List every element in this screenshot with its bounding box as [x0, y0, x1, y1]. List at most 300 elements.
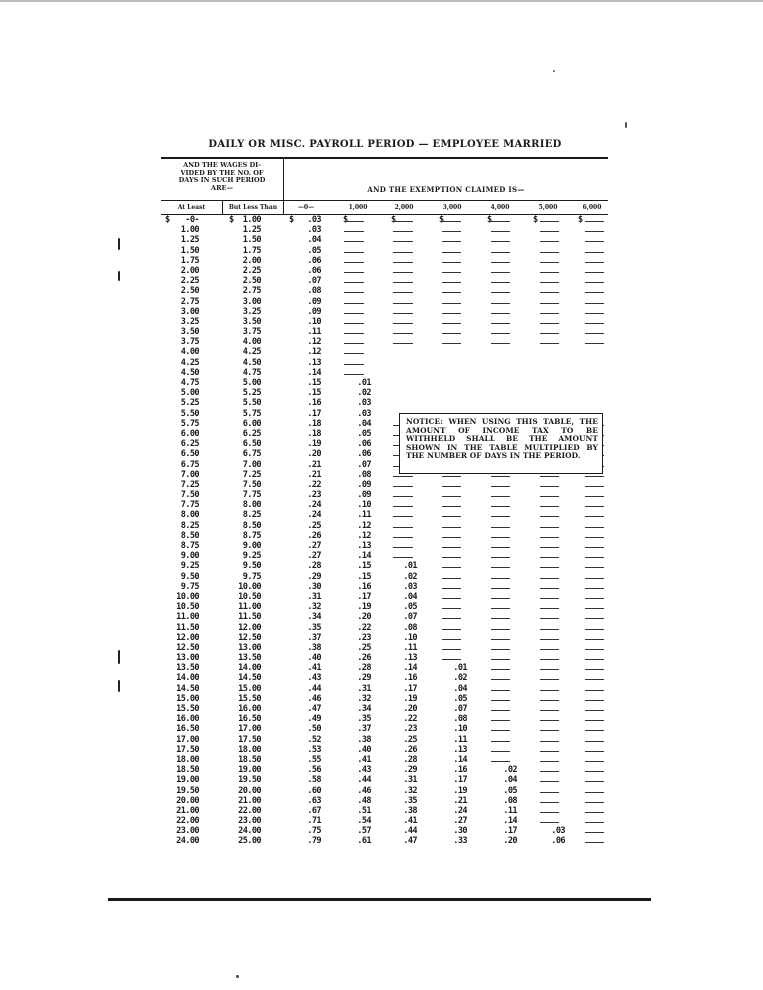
blank-dash	[540, 221, 559, 222]
cell-at-least: 8.50	[180, 530, 199, 541]
blank-dash	[491, 231, 510, 232]
cell-but-less-than: 15.50	[238, 693, 261, 704]
cell-but-less-than: 2.75	[242, 286, 261, 297]
cell-tax-amount: .12	[307, 347, 321, 358]
blank-dash	[491, 252, 510, 253]
blank-dash	[585, 476, 604, 477]
blank-dash	[540, 659, 559, 660]
table-row	[161, 521, 608, 531]
cell-tax-amount: .17	[307, 408, 321, 419]
cell-tax-amount: .16	[307, 398, 321, 409]
table-row	[161, 490, 608, 500]
cell-tax-amount: .24	[307, 510, 321, 521]
cell-at-least: 16.00	[176, 714, 199, 725]
scan-mark	[118, 650, 120, 664]
cell-at-least: 3.25	[180, 316, 199, 327]
notice-box: NOTICE: WHEN USING THIS TABLE, THE AMOUNT OF INCOME TAX TO BE WITHHELD SHALL BE THE AMOUNT SHOWN IN THE TABLE MULTIPLIED BY THE NUMBER OF DAYS IN THE PERIOD.	[399, 413, 603, 474]
table-row	[161, 836, 608, 846]
blank-dash	[540, 608, 559, 609]
blank-dash	[491, 588, 510, 589]
cell-tax-amount: .33	[453, 836, 467, 847]
exemption-header: AND THE EXEMPTION CLAIMED IS—	[367, 185, 525, 194]
cell-tax-amount: .47	[307, 704, 321, 714]
cell-tax-amount: .12	[357, 520, 371, 531]
cell-but-less-than: 5.00	[242, 378, 261, 388]
cell-at-least: 5.50	[180, 408, 199, 419]
cell-tax-amount: .34	[357, 704, 371, 714]
blank-dash	[344, 323, 364, 324]
cell-tax-amount: .37	[307, 632, 321, 643]
cell-tax-amount: .79	[307, 836, 321, 847]
cell-tax-amount: .05	[453, 693, 467, 704]
cell-but-less-than: 11.50	[238, 612, 261, 623]
cell-tax-amount: .27	[307, 551, 321, 562]
scan-speck	[236, 975, 239, 978]
blank-dash	[442, 486, 461, 487]
blank-dash	[585, 639, 604, 640]
cell-but-less-than: 12.00	[238, 622, 261, 633]
cell-tax-amount: .41	[307, 663, 321, 674]
blank-dash	[393, 323, 413, 324]
cell-tax-amount: .08	[307, 286, 321, 297]
blank-dash	[393, 537, 413, 538]
blank-dash	[393, 486, 413, 487]
blank-dash	[585, 252, 604, 253]
cell-tax-amount: .22	[357, 622, 371, 633]
cell-at-least: 8.25	[180, 520, 199, 531]
blank-dash	[491, 527, 510, 528]
cell-but-less-than: 3.75	[242, 327, 261, 338]
blank-dash	[393, 282, 413, 283]
cell-but-less-than: 9.25	[242, 551, 261, 562]
table-row	[161, 225, 608, 235]
cell-but-less-than: 13.50	[238, 653, 261, 664]
cell-tax-amount: .40	[307, 653, 321, 664]
scan-mark	[118, 680, 120, 692]
blank-dash	[540, 496, 559, 497]
table-row	[161, 796, 608, 806]
table-row	[161, 286, 608, 296]
cell-at-least: 1.25	[180, 235, 199, 246]
blank-dash	[585, 272, 604, 273]
cell-but-less-than: 4.75	[242, 367, 261, 378]
blank-dash	[442, 649, 461, 650]
scan-mark	[118, 238, 120, 250]
blank-dash	[540, 476, 559, 477]
cell-but-less-than: 19.00	[238, 765, 261, 776]
table-row	[161, 317, 608, 327]
blank-dash	[442, 343, 461, 344]
cell-tax-amount: .38	[357, 734, 371, 745]
cell-tax-amount: .23	[307, 490, 321, 501]
cell-tax-amount: .24	[453, 805, 467, 816]
blank-dash	[540, 323, 559, 324]
cell-tax-amount: .20	[357, 612, 371, 623]
cell-but-less-than: 8.25	[242, 510, 261, 521]
blank-dash	[442, 547, 461, 548]
blank-dash	[540, 730, 559, 731]
cell-at-least: 20.00	[176, 795, 199, 806]
blank-dash	[540, 588, 559, 589]
table-row	[161, 755, 608, 765]
dollar-sign: $	[165, 215, 170, 225]
cell-tax-amount: .03	[307, 215, 321, 225]
blank-dash	[585, 822, 604, 823]
cell-tax-amount: .55	[307, 754, 321, 765]
cell-tax-amount: .16	[403, 673, 417, 684]
cell-at-least: 5.00	[180, 388, 199, 399]
cell-tax-amount: .75	[307, 826, 321, 837]
blank-dash	[540, 812, 559, 813]
blank-dash	[442, 659, 461, 660]
cell-but-less-than: 16.00	[238, 704, 261, 714]
blank-dash	[585, 832, 604, 833]
dollar-sign: $	[487, 215, 492, 225]
cell-tax-amount: .04	[503, 775, 517, 786]
cell-tax-amount: .43	[357, 765, 371, 776]
table-row	[161, 623, 608, 633]
wages-header	[161, 159, 284, 201]
blank-dash	[393, 262, 413, 263]
cell-at-least: 12.00	[176, 632, 199, 643]
blank-dash	[344, 333, 364, 334]
cell-at-least: 6.00	[180, 428, 199, 439]
blank-dash	[393, 557, 413, 558]
blank-dash	[442, 241, 461, 242]
table-row	[161, 765, 608, 775]
withholding-table	[161, 157, 608, 847]
cell-tax-amount: .57	[357, 826, 371, 837]
cell-but-less-than: 25.00	[238, 836, 261, 847]
cell-at-least: 18.00	[176, 754, 199, 765]
blank-dash	[585, 802, 604, 803]
table-row	[161, 582, 608, 592]
cell-but-less-than: 1.25	[242, 225, 261, 236]
cell-at-least: 1.75	[180, 255, 199, 266]
cell-at-least: 15.50	[176, 704, 199, 714]
table-row	[161, 561, 608, 571]
blank-dash	[540, 679, 559, 680]
blank-dash	[442, 567, 461, 568]
blank-dash	[540, 771, 559, 772]
cell-but-less-than: 9.50	[242, 561, 261, 572]
blank-dash	[491, 262, 510, 263]
cell-but-less-than: 5.50	[242, 398, 261, 409]
cell-tax-amount: .32	[357, 693, 371, 704]
wages-header-line: AND THE WAGES DI-	[183, 161, 261, 169]
cell-tax-amount: .27	[307, 541, 321, 551]
blank-dash	[585, 537, 604, 538]
cell-tax-amount: .41	[357, 754, 371, 765]
cell-tax-amount: .09	[307, 306, 321, 317]
dollar-sign: $	[391, 215, 396, 225]
col-exemption-6000: 6,000	[582, 204, 602, 211]
cell-tax-amount: .30	[307, 581, 321, 592]
cell-tax-amount: .46	[357, 785, 371, 796]
cell-tax-amount: .03	[357, 408, 371, 419]
cell-tax-amount: .16	[357, 581, 371, 592]
blank-dash	[491, 700, 510, 701]
blank-dash	[442, 527, 461, 528]
cell-at-least: 1.00	[180, 225, 199, 236]
dollar-sign: $	[229, 215, 234, 225]
blank-dash	[585, 618, 604, 619]
cell-tax-amount: .41	[403, 816, 417, 827]
cell-tax-amount: .08	[357, 469, 371, 480]
table-row	[161, 358, 608, 368]
blank-dash	[393, 221, 413, 222]
table-row	[161, 480, 608, 490]
blank-dash	[540, 720, 559, 721]
blank-dash	[344, 313, 364, 314]
cell-at-least: 16.50	[176, 724, 199, 735]
cell-at-least: 4.75	[180, 378, 199, 388]
cell-tax-amount: .35	[307, 622, 321, 633]
cell-at-least: 8.00	[180, 510, 199, 521]
blank-dash	[344, 343, 364, 344]
blank-dash	[393, 547, 413, 548]
blank-dash	[393, 506, 413, 507]
blank-dash	[344, 292, 364, 293]
blank-dash	[585, 842, 604, 843]
blank-dash	[540, 272, 559, 273]
cell-at-least: 6.25	[180, 439, 199, 450]
blank-dash	[585, 241, 604, 242]
table-row	[161, 246, 608, 256]
cell-tax-amount: .44	[403, 826, 417, 837]
blank-dash	[442, 313, 461, 314]
blank-dash	[540, 241, 559, 242]
cell-at-least: 11.50	[176, 622, 199, 633]
cell-tax-amount: .31	[403, 775, 417, 786]
cell-tax-amount: .12	[357, 530, 371, 541]
cell-tax-amount: .44	[307, 683, 321, 694]
blank-dash	[540, 506, 559, 507]
wages-header-line: DAYS IN SUCH PERIOD	[178, 176, 266, 184]
cell-but-less-than: 13.00	[238, 642, 261, 653]
cell-but-less-than: 6.00	[242, 418, 261, 429]
blank-dash	[393, 272, 413, 273]
table-row	[161, 551, 608, 561]
cell-tax-amount: .31	[357, 683, 371, 694]
cell-tax-amount: .06	[307, 265, 321, 276]
cell-tax-amount: .50	[307, 724, 321, 735]
blank-dash	[442, 231, 461, 232]
cell-tax-amount: .56	[307, 765, 321, 776]
col-exemption-0: —0—	[297, 204, 315, 211]
cell-tax-amount: .18	[307, 428, 321, 439]
col-exemption-4000: 4,000	[490, 204, 510, 211]
blank-dash	[491, 282, 510, 283]
table-row	[161, 500, 608, 510]
cell-tax-amount: .09	[357, 479, 371, 490]
cell-but-less-than: 10.50	[238, 591, 261, 602]
cell-at-least: 1.50	[180, 245, 199, 256]
cell-at-least: 19.00	[176, 775, 199, 786]
cell-at-least: 2.75	[180, 296, 199, 307]
blank-dash	[491, 751, 510, 752]
blank-dash	[393, 241, 413, 242]
blank-dash	[585, 741, 604, 742]
table-row	[161, 663, 608, 673]
table-row	[161, 276, 608, 286]
cell-but-less-than: 8.75	[242, 530, 261, 541]
page-title: DAILY OR MISC. PAYROLL PERIOD — EMPLOYEE MARRIED	[208, 139, 562, 150]
blank-dash	[585, 282, 604, 283]
cell-tax-amount: .71	[307, 816, 321, 827]
blank-dash	[585, 303, 604, 304]
blank-dash	[491, 221, 510, 222]
cell-tax-amount: .07	[357, 459, 371, 470]
blank-dash	[393, 333, 413, 334]
blank-dash	[585, 598, 604, 599]
cell-but-less-than: 24.00	[238, 826, 261, 837]
cell-tax-amount: .48	[357, 795, 371, 806]
table-row	[161, 745, 608, 755]
cell-at-least: 2.50	[180, 286, 199, 297]
cell-tax-amount: .08	[403, 622, 417, 633]
blank-dash	[540, 557, 559, 558]
blank-dash	[393, 343, 413, 344]
blank-dash	[442, 639, 461, 640]
blank-dash	[344, 303, 364, 304]
blank-dash	[442, 333, 461, 334]
cell-but-less-than: 22.00	[238, 805, 261, 816]
cell-but-less-than: 11.00	[238, 602, 261, 613]
cell-tax-amount: .23	[357, 632, 371, 643]
cell-tax-amount: .17	[453, 775, 467, 786]
cell-tax-amount: .22	[307, 479, 321, 490]
blank-dash	[585, 343, 604, 344]
table-row	[161, 602, 608, 612]
blank-dash	[585, 516, 604, 517]
table-row	[161, 256, 608, 266]
col-exemption-3000: 3,000	[442, 204, 462, 211]
cell-at-least: 24.00	[176, 836, 199, 847]
cell-tax-amount: .61	[357, 836, 371, 847]
blank-dash	[442, 323, 461, 324]
cell-tax-amount: .60	[307, 785, 321, 796]
cell-tax-amount: .35	[357, 714, 371, 725]
blank-dash	[585, 567, 604, 568]
dollar-sign: $	[343, 215, 348, 225]
blank-dash	[344, 353, 364, 354]
blank-dash	[442, 598, 461, 599]
cell-tax-amount: .20	[503, 836, 517, 847]
cell-tax-amount: .02	[357, 388, 371, 399]
cell-tax-amount: .19	[307, 439, 321, 450]
blank-dash	[442, 262, 461, 263]
cell-tax-amount: .04	[307, 235, 321, 246]
blank-dash	[540, 669, 559, 670]
cell-tax-amount: .54	[357, 816, 371, 827]
cell-tax-amount: .14	[453, 754, 467, 765]
cell-tax-amount: .29	[307, 571, 321, 582]
blank-dash	[585, 781, 604, 782]
cell-tax-amount: .03	[357, 398, 371, 409]
blank-dash	[393, 313, 413, 314]
blank-dash	[585, 710, 604, 711]
blank-dash	[442, 496, 461, 497]
blank-dash	[442, 608, 461, 609]
cell-tax-amount: .15	[307, 378, 321, 388]
cell-but-less-than: 17.00	[238, 724, 261, 735]
cell-tax-amount: .02	[453, 673, 467, 684]
blank-dash	[491, 506, 510, 507]
cell-but-less-than: 14.50	[238, 673, 261, 684]
cell-tax-amount: .53	[307, 744, 321, 755]
blank-dash	[442, 618, 461, 619]
blank-dash	[540, 781, 559, 782]
blank-dash	[540, 343, 559, 344]
blank-dash	[540, 792, 559, 793]
cell-tax-amount: .25	[357, 642, 371, 653]
cell-tax-amount: .04	[453, 683, 467, 694]
cell-tax-amount: .20	[307, 449, 321, 460]
blank-dash	[540, 547, 559, 548]
cell-but-less-than: 3.25	[242, 306, 261, 317]
cell-tax-amount: .25	[307, 520, 321, 531]
table-row	[161, 266, 608, 276]
blank-dash	[585, 608, 604, 609]
table-row	[161, 592, 608, 602]
cell-but-less-than: 5.25	[242, 388, 261, 399]
blank-dash	[442, 578, 461, 579]
cell-tax-amount: .11	[403, 642, 417, 653]
cell-at-least: 6.75	[180, 459, 199, 470]
cell-tax-amount: .52	[307, 734, 321, 745]
cell-but-less-than: 3.50	[242, 316, 261, 327]
cell-but-less-than: 2.25	[242, 265, 261, 276]
cell-tax-amount: .29	[357, 673, 371, 684]
blank-dash	[491, 639, 510, 640]
cell-tax-amount: .11	[453, 734, 467, 745]
col-at-least: At Least	[177, 204, 206, 211]
blank-dash	[442, 588, 461, 589]
blank-dash	[442, 516, 461, 517]
scan-speck	[553, 70, 555, 72]
table-row	[161, 398, 608, 408]
blank-dash	[540, 578, 559, 579]
cell-at-least: 4.25	[180, 357, 199, 368]
table-row	[161, 215, 608, 225]
cell-tax-amount: .29	[403, 765, 417, 776]
cell-but-less-than: 1.00	[242, 215, 261, 225]
blank-dash	[585, 506, 604, 507]
cell-tax-amount: .03	[551, 826, 565, 837]
cell-tax-amount: .04	[357, 418, 371, 429]
table-row	[161, 694, 608, 704]
cell-at-least: 7.25	[180, 479, 199, 490]
blank-dash	[491, 241, 510, 242]
blank-dash	[442, 282, 461, 283]
table-row	[161, 786, 608, 796]
table-row	[161, 572, 608, 582]
table-row	[161, 816, 608, 826]
cell-tax-amount: .27	[453, 816, 467, 827]
col-but-less-than: But Less Than	[228, 204, 278, 211]
cell-at-least: 3.50	[180, 327, 199, 338]
blank-dash	[393, 516, 413, 517]
blank-dash	[540, 761, 559, 762]
cell-tax-amount: .11	[357, 510, 371, 521]
col-exemption-1000: 1,000	[348, 204, 368, 211]
blank-dash	[540, 333, 559, 334]
cell-at-least: 22.00	[176, 816, 199, 827]
bottom-rule	[108, 898, 651, 901]
cell-but-less-than: 6.25	[242, 428, 261, 439]
table-row	[161, 510, 608, 520]
